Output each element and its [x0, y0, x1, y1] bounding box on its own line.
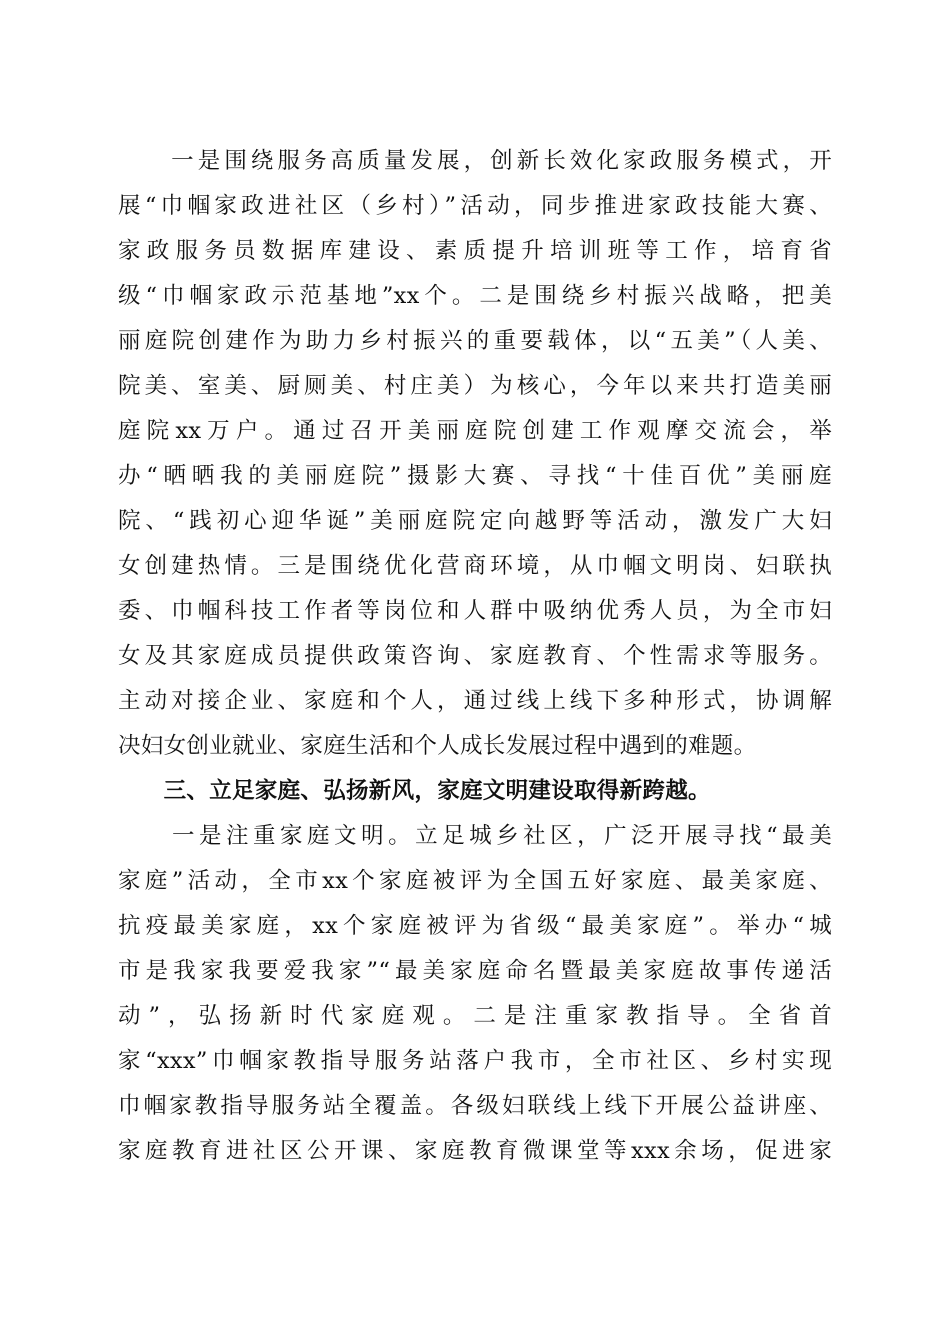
- paragraph-line: 女创建热情。三是围绕优化营商环境，从巾帼文明岗、妇联执: [118, 553, 832, 579]
- paragraph-line: 主动对接企业、家庭和个人，通过线上线下多种形式，协调解: [118, 688, 832, 714]
- paragraph-line: 家庭”活动，全市xx个家庭被评为全国五好家庭、最美家庭、: [118, 868, 832, 894]
- paragraph-line: 家“xxx”巾帼家教指导服务站落户我市，全市社区、乡村实现: [118, 1048, 832, 1074]
- paragraph-family-civilization: [118, 814, 832, 1174]
- paragraph-line: 一是围绕服务高质量发展，创新长效化家政服务模式，开: [118, 148, 832, 174]
- paragraph-line: 庭院xx万户。通过召开美丽庭院创建工作观摩交流会，举: [118, 418, 832, 444]
- paragraph-line: 巾帼家教指导服务站全覆盖。各级妇联线上线下开展公益讲座、: [118, 1093, 832, 1119]
- paragraph-line: 女及其家庭成员提供政策咨询、家庭教育、个性需求等服务。: [118, 643, 832, 669]
- paragraph-line: 家政服务员数据库建设、素质提升培训班等工作，培育省: [118, 238, 832, 264]
- paragraph-line: 市是我家我要爱我家”“最美家庭命名暨最美家庭故事传递活: [118, 958, 832, 984]
- paragraph-line: 院美、室美、厨厕美、村庄美）为核心，今年以来共打造美丽: [118, 373, 832, 399]
- paragraph-line: 丽庭院创建作为助力乡村振兴的重要载体，以“五美”（人美、: [118, 328, 832, 354]
- section-heading-text: 三、立足家庭、弘扬新风，家庭文明建设取得新跨越。: [118, 778, 711, 804]
- paragraph-line: 决妇女创业就业、家庭生活和个人成长发展过程中遇到的难题。: [118, 733, 757, 759]
- paragraph-line: 动”，弘扬新时代家庭观。二是注重家教指导。全省首: [118, 1003, 832, 1029]
- paragraph-line: 级“巾帼家政示范基地”xx个。二是围绕乡村振兴战略，把美: [118, 283, 832, 309]
- paragraph-line: 委、巾帼科技工作者等岗位和人群中吸纳优秀人员，为全市妇: [118, 598, 832, 624]
- paragraph-line: 展“巾帼家政进社区（乡村）”活动，同步推进家政技能大赛、: [118, 193, 832, 219]
- paragraph-line: 家庭教育进社区公开课、家庭教育微课堂等xxx余场，促进家: [118, 1138, 832, 1164]
- paragraph-line: 抗疫最美家庭，xx个家庭被评为省级“最美家庭”。举办“城: [118, 913, 832, 939]
- paragraph-line: 院、“践初心迎华诞”美丽庭院定向越野等活动，激发广大妇: [118, 508, 832, 534]
- section-heading-3: [118, 769, 832, 814]
- paragraph-line: 一是注重家庭文明。立足城乡社区，广泛开展寻找“最美: [118, 823, 832, 849]
- paragraph-line: 办“晒晒我的美丽庭院”摄影大赛、寻找“十佳百优”美丽庭: [118, 463, 832, 489]
- paragraph-home-service-rural-revitalization: [118, 139, 832, 769]
